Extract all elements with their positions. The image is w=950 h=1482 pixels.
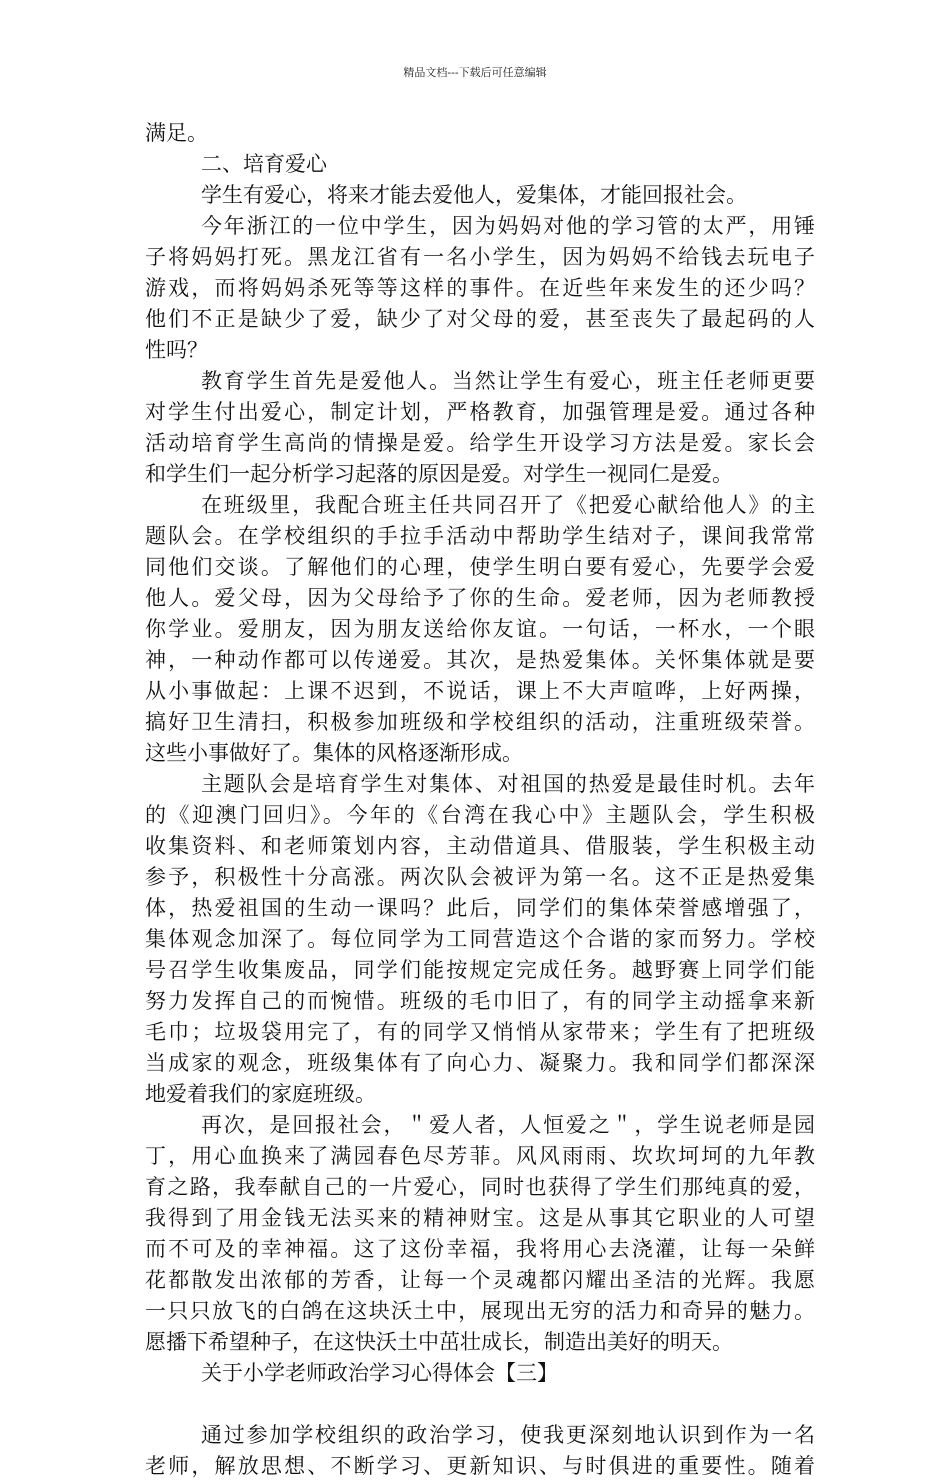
- text-line: 你学业。爱朋友，因为朋友送给你友谊。一句话，一杯水，一个眼: [145, 617, 815, 641]
- text-line: 活动培育学生高尚的情操是爱。给学生开设学习方法是爱。家长会: [145, 431, 815, 455]
- text-line: 教育学生首先是爱他人。当然让学生有爱心，班主任老师更要: [201, 369, 815, 393]
- text-line: 同他们交谈。了解他们的心理，使学生明白要有爱心，先要学会爱: [145, 555, 815, 579]
- text-line: 育之路，我奉献自己的一片爱心，同时也获得了学生们那纯真的爱，: [145, 1175, 815, 1199]
- text-line: 游戏，而将妈妈杀死等等这样的事件。在近些年来发生的还少吗？: [145, 276, 815, 300]
- text-line: 题队会。在学校组织的手拉手活动中帮助学生结对子，课间我常常: [145, 524, 815, 548]
- text-line: 毛巾；垃圾袋用完了，有的同学又悄悄从家带来；学生有了把班级: [145, 1020, 815, 1044]
- text-line: 他们不正是缺少了爱，缺少了对父母的爱，甚至丧失了最起码的人: [145, 307, 815, 331]
- paragraph-gap: [145, 1389, 815, 1420]
- text-line: 再次，是回报社会，＂爱人者，人恒爱之＂，学生说老师是园: [201, 1113, 815, 1137]
- text-line: 当成家的观念，班级集体有了向心力、凝聚力。我和同学们都深深: [145, 1051, 815, 1075]
- text-line: 今年浙江的一位中学生，因为妈妈对他的学习管的太严，用锤: [201, 214, 815, 238]
- text-line: 子将妈妈打死。黑龙江省有一名小学生，因为妈妈不给钱去玩电子: [145, 245, 815, 269]
- text-line: 学生有爱心，将来才能去爱他人，爱集体，才能回报社会。: [201, 183, 747, 207]
- text-line: 努力发挥自己的而惋惜。班级的毛巾旧了，有的同学主动摇拿来新: [145, 989, 815, 1013]
- text-line: 他人。爱父母，因为父母给予了你的生命。爱老师，因为老师教授: [145, 586, 815, 610]
- text-line: 二、培育爱心: [201, 152, 327, 176]
- text-line: 从小事做起：上课不迟到，不说话，课上不大声喧哗，上好两操，: [145, 679, 815, 703]
- text-line: 这些小事做好了。集体的风格逐渐形成。: [145, 741, 523, 765]
- text-line: 在班级里，我配合班主任共同召开了《把爱心献给他人》的主: [201, 493, 815, 517]
- text-line: 搞好卫生清扫，积极参加班级和学校组织的活动，注重班级荣誉。: [145, 710, 815, 734]
- text-line: 通过参加学校组织的政治学习，使我更深刻地认识到作为一名: [201, 1423, 815, 1447]
- text-line: 神，一种动作都可以传递爱。其次，是热爱集体。关怀集体就是要: [145, 648, 815, 672]
- text-line: 参予，积极性十分高涨。两次队会被评为第一名。这不正是热爱集: [145, 865, 815, 889]
- text-line: 丁，用心血换来了满园春色尽芳菲。风风雨雨、坎坎坷坷的九年教: [145, 1144, 815, 1168]
- text-line: 我得到了用金钱无法买来的精神财宝。这是从事其它职业的人可望: [145, 1206, 815, 1230]
- text-line: 的《迎澳门回归》。今年的《台湾在我心中》主题队会，学生积极: [145, 803, 815, 827]
- text-line: 主题队会是培育学生对集体、对祖国的热爱是最佳时机。去年: [201, 772, 815, 796]
- text-line: 关于小学老师政治学习心得体会【三】: [201, 1361, 558, 1385]
- text-line: 性吗？: [145, 338, 208, 362]
- text-line: 一只只放飞的白鸽在这块沃土中，展现出无穷的活力和奇异的魅力。: [145, 1299, 815, 1323]
- text-line: 花都散发出浓郁的芳香，让每一个灵魂都闪耀出圣洁的光辉。我愿: [145, 1268, 815, 1292]
- text-line: 而不可及的幸神福。这了这份幸福，我将用心去浇灌，让每一朵鲜: [145, 1237, 815, 1261]
- text-line: 满足。: [145, 121, 208, 145]
- text-line: 收集资料、和老师策划内容，主动借道具、借服装，学生积极主动: [145, 834, 815, 858]
- text-line: 地爱着我们的家庭班级。: [145, 1082, 376, 1106]
- page-header: 精品文档---下载后可任意编辑: [403, 66, 547, 79]
- document-body: [145, 118, 815, 1482]
- text-line: 愿播下希望种子，在这快沃土中茁壮成长，制造出美好的明天。: [145, 1330, 733, 1354]
- text-line: 老师，解放思想、不断学习、更新知识、与时俱进的重要性。随着: [145, 1454, 815, 1478]
- text-line: 号召学生收集废品，同学们能按规定完成任务。越野赛上同学们能: [145, 958, 815, 982]
- text-line: 和学生们一起分析学习起落的原因是爱。对学生一视同仁是爱。: [145, 462, 733, 486]
- text-line: 体，热爱祖国的生动一课吗？此后，同学们的集体荣誉感增强了，: [145, 896, 815, 920]
- text-line: 集体观念加深了。每位同学为工同营造这个合谐的家而努力。学校: [145, 927, 815, 951]
- text-line: 对学生付出爱心，制定计划，严格教育，加强管理是爱。通过各种: [145, 400, 815, 424]
